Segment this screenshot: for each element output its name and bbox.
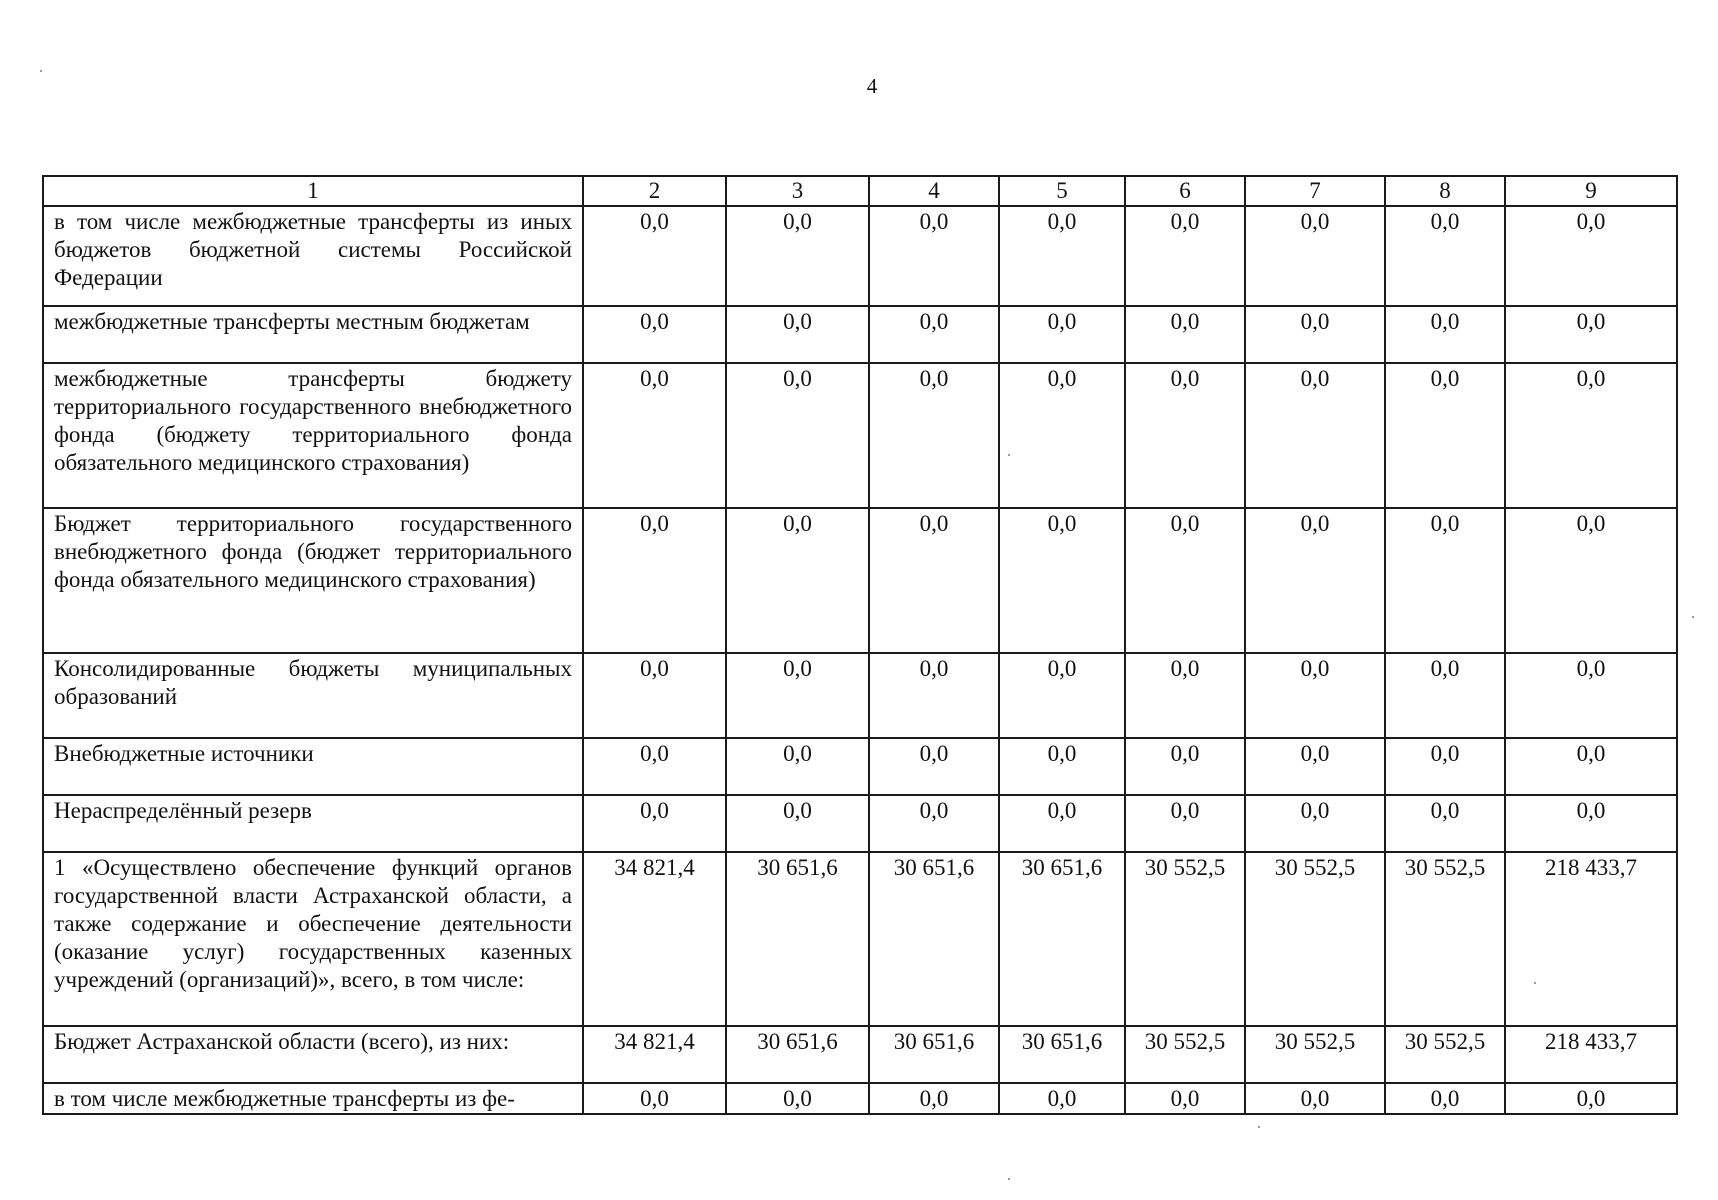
table-cell: 0,0 [726, 363, 869, 508]
table-cell: 0,0 [1125, 363, 1245, 508]
column-header: 3 [726, 176, 869, 206]
table-cell: 0,0 [1505, 653, 1677, 738]
table-cell: 0,0 [1125, 508, 1245, 653]
table-cell: 0,0 [726, 738, 869, 795]
column-header: 1 [43, 176, 583, 206]
row-label: межбюджетные трансферты местным бюджетам [43, 306, 583, 363]
table-cell: 34 821,4 [583, 1026, 726, 1083]
table-cell: 0,0 [1505, 206, 1677, 306]
column-header: 9 [1505, 176, 1677, 206]
table-cell: 0,0 [999, 738, 1125, 795]
table-cell: 218 433,7 [1505, 852, 1677, 1026]
table-cell: 0,0 [1385, 1083, 1505, 1114]
table-cell: 0,0 [583, 795, 726, 852]
table-cell: 0,0 [869, 738, 999, 795]
table-cell: 0,0 [869, 306, 999, 363]
table-cell: 0,0 [999, 306, 1125, 363]
table-cell: 30 552,5 [1385, 852, 1505, 1026]
table-row [43, 1083, 1677, 1114]
table-cell: 0,0 [583, 738, 726, 795]
table-cell: 0,0 [1125, 206, 1245, 306]
table-cell: 0,0 [726, 306, 869, 363]
table-cell: 0,0 [583, 306, 726, 363]
row-label: в том числе межбюджетные трансферты из фе- [43, 1083, 583, 1114]
table-cell: 0,0 [999, 508, 1125, 653]
table-cell: 0,0 [583, 1083, 726, 1114]
table-cell: 0,0 [726, 653, 869, 738]
table-cell: 0,0 [1125, 1083, 1245, 1114]
table-cell: 0,0 [1505, 508, 1677, 653]
table-cell: 0,0 [869, 206, 999, 306]
table-cell: 0,0 [869, 363, 999, 508]
table-row [43, 1026, 1677, 1083]
table-cell: 0,0 [1245, 206, 1385, 306]
table-cell: 0,0 [869, 508, 999, 653]
table-cell: 0,0 [1505, 306, 1677, 363]
table-cell: 30 651,6 [869, 852, 999, 1026]
table-cell: 0,0 [583, 363, 726, 508]
table-cell: 30 552,5 [1125, 1026, 1245, 1083]
table-row [43, 738, 1677, 795]
scan-speck [1258, 1126, 1260, 1128]
row-label: 1 «Осуществлено обеспечение функций органов государственной власти Астраханской области, а также содержание и обеспечение деятельности (оказание услуг) государственных казенных учреждений (организаций)», всего, в том числе: [43, 852, 583, 1026]
table-cell: 30 552,5 [1125, 852, 1245, 1026]
table-cell: 0,0 [1125, 653, 1245, 738]
page-number: 4 [866, 74, 878, 98]
header-row [43, 176, 1677, 206]
table-cell: 0,0 [583, 206, 726, 306]
column-header: 5 [999, 176, 1125, 206]
table-row [43, 206, 1677, 306]
scan-speck [1692, 616, 1694, 618]
table-cell: 30 552,5 [1245, 852, 1385, 1026]
table-cell: 30 552,5 [1385, 1026, 1505, 1083]
table-cell: 0,0 [726, 508, 869, 653]
table-cell: 0,0 [1125, 795, 1245, 852]
row-label: в том числе межбюджетные трансферты из иных бюджетов бюджетной системы Российской Федерации [43, 206, 583, 306]
row-label: Консолидированные бюджеты муниципальных образований [43, 653, 583, 738]
table-row [43, 795, 1677, 852]
table-cell: 30 651,6 [726, 852, 869, 1026]
table-cell: 0,0 [1245, 653, 1385, 738]
table-cell: 0,0 [1245, 363, 1385, 508]
table-cell: 0,0 [999, 363, 1125, 508]
table-cell: 30 651,6 [999, 1026, 1125, 1083]
table-cell: 0,0 [1125, 306, 1245, 363]
table-row [43, 653, 1677, 738]
table-cell: 30 552,5 [1245, 1026, 1385, 1083]
table-row [43, 508, 1677, 653]
table-cell: 0,0 [1385, 363, 1505, 508]
table-cell: 0,0 [583, 508, 726, 653]
table-cell: 0,0 [869, 795, 999, 852]
table-cell: 0,0 [1505, 1083, 1677, 1114]
row-label: Бюджет территориального государственного внебюджетного фонда (бюджет территориального фонда обязательного медицинского страхования) [43, 508, 583, 653]
column-header: 6 [1125, 176, 1245, 206]
table-cell: 0,0 [1245, 306, 1385, 363]
scan-speck [1008, 1178, 1010, 1180]
row-label: Внебюджетные источники [43, 738, 583, 795]
table-cell: 0,0 [999, 206, 1125, 306]
table-cell: 34 821,4 [583, 852, 726, 1026]
table-row [43, 363, 1677, 508]
table-cell: 0,0 [1385, 738, 1505, 795]
table-cell: 0,0 [1505, 795, 1677, 852]
column-header: 2 [583, 176, 726, 206]
table-cell: 218 433,7 [1505, 1026, 1677, 1083]
table-cell: 0,0 [726, 795, 869, 852]
table-cell: 0,0 [1245, 1083, 1385, 1114]
table-cell: 0,0 [1505, 363, 1677, 508]
table-cell: 30 651,6 [999, 852, 1125, 1026]
column-header: 7 [1245, 176, 1385, 206]
table-row [43, 306, 1677, 363]
scan-speck [1008, 454, 1010, 456]
row-label: Нераспределённый резерв [43, 795, 583, 852]
scan-speck [40, 70, 42, 72]
table-cell: 0,0 [726, 1083, 869, 1114]
table-cell: 0,0 [1505, 738, 1677, 795]
table-cell: 0,0 [1385, 306, 1505, 363]
table-cell: 0,0 [1245, 508, 1385, 653]
row-label: Бюджет Астраханской области (всего), из них: [43, 1026, 583, 1083]
table-cell: 0,0 [1245, 738, 1385, 795]
table-cell: 0,0 [869, 1083, 999, 1114]
table-cell: 0,0 [999, 795, 1125, 852]
table-cell: 0,0 [1385, 508, 1505, 653]
table-row [43, 852, 1677, 1026]
table-cell: 0,0 [1385, 206, 1505, 306]
table-cell: 0,0 [999, 653, 1125, 738]
table-cell: 0,0 [1385, 653, 1505, 738]
scan-speck [1534, 982, 1536, 984]
column-header: 4 [869, 176, 999, 206]
column-header: 8 [1385, 176, 1505, 206]
budget-table [42, 175, 1678, 1115]
table-cell: 0,0 [1245, 795, 1385, 852]
row-label: межбюджетные трансферты бюджету территориального государственного внебюджетного фонда (бюджету территориального фонда обязательного медицинского страхования) [43, 363, 583, 508]
table-cell: 30 651,6 [869, 1026, 999, 1083]
table-cell: 0,0 [726, 206, 869, 306]
table-cell: 0,0 [869, 653, 999, 738]
table-cell: 0,0 [1125, 738, 1245, 795]
table-cell: 0,0 [583, 653, 726, 738]
table-cell: 0,0 [999, 1083, 1125, 1114]
table-cell: 0,0 [1385, 795, 1505, 852]
table-cell: 30 651,6 [726, 1026, 869, 1083]
